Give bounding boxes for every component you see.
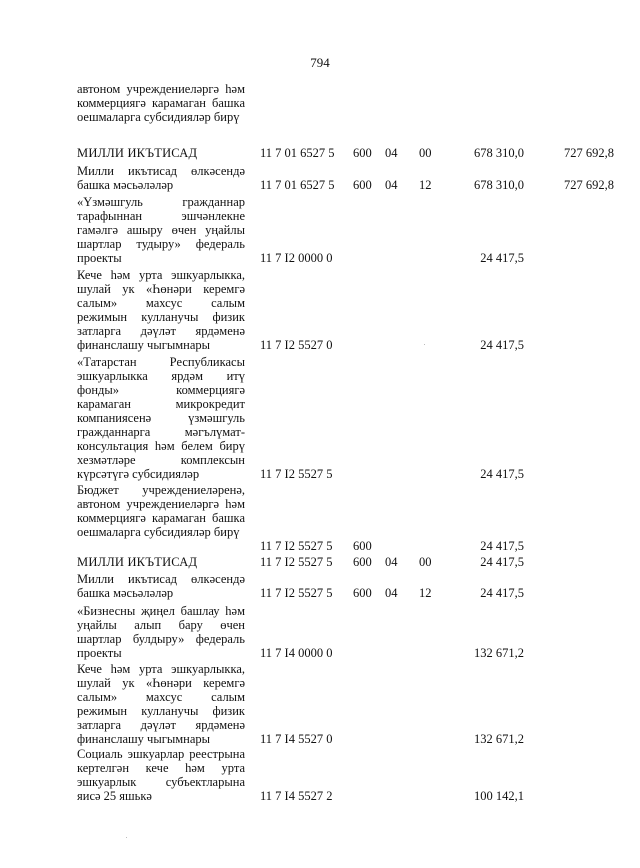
row-description: МИЛЛИ ИКЪТИСАД — [77, 146, 198, 160]
target-article-code: 11 7 I4 5527 2 — [260, 789, 333, 803]
row-description: автоном учреждениеләргә һәм коммерциягә карамаган башка оешмаларга субсидияләр бирү — [77, 82, 245, 124]
amount-year-2: 727 692,8 — [564, 178, 614, 192]
amount-year-1: 132 671,2 — [474, 732, 524, 746]
row-description: МИЛЛИ ИКЪТИСАД — [77, 555, 198, 569]
amount-year-1: 24 417,5 — [480, 555, 524, 569]
page-number: 794 — [310, 55, 330, 70]
row-description: «Үзмәшгуль гражданнар тарафыннан эшчәнлекне гамәлгә ашыру өчен уңайлы шартлар тудыру» федераль проекты — [77, 195, 245, 265]
row-description: Социаль эшкуарлар реестрына кертелгән кече һәм урта эшкуарлык субъектларына яисә 25 яшькә — [77, 747, 245, 803]
row-description: Милли икътисад өлкәсендә башка мәсьәләләр — [77, 164, 245, 192]
expense-type: 600 — [353, 146, 372, 160]
section-code: 04 — [385, 178, 398, 192]
expense-type: 600 — [353, 586, 372, 600]
target-article-code: 11 7 I2 5527 0 — [260, 338, 333, 352]
amount-year-1: 24 417,5 — [480, 251, 524, 265]
section-code: 04 — [385, 586, 398, 600]
target-article-code: 11 7 I2 5527 5 — [260, 586, 333, 600]
amount-year-1: 24 417,5 — [480, 338, 524, 352]
target-article-code: 11 7 I4 5527 0 — [260, 732, 333, 746]
scan-speck — [126, 837, 127, 838]
subsection-code: 00 — [419, 555, 432, 569]
subsection-code: 12 — [419, 178, 432, 192]
amount-year-1: 100 142,1 — [474, 789, 524, 803]
target-article-code: 11 7 I4 0000 0 — [260, 646, 333, 660]
row-description: Милли икътисад өлкәсендә башка мәсьәләләр — [77, 572, 245, 600]
amount-year-1: 678 310,0 — [474, 146, 524, 160]
row-description: «Татарстан Республикасы эшкуарлыкка ярдәм итү фонды» коммерциягә карамаган микрокредит компаниясенә үзмәшгуль гражданнарга мәгълүмат-консультация һәм белем бирү хезмәтләре комплексын күрсәтүгә субсидияләр — [77, 355, 245, 481]
row-description: Кече һәм урта эшкуарлыкка, шулай ук «Һөнәри керемгә салым» махсус салым режимын кулланучы физик затларга дәүләт ярдәменә финанслашу чыгымнары — [77, 268, 245, 352]
expense-type: 600 — [353, 539, 372, 553]
target-article-code: 11 7 01 6527 5 — [260, 178, 335, 192]
subsection-code: 00 — [419, 146, 432, 160]
amount-year-1: 678 310,0 — [474, 178, 524, 192]
target-article-code: 11 7 I2 5527 5 — [260, 467, 333, 481]
subsection-code: 12 — [419, 586, 432, 600]
target-article-code: 11 7 01 6527 5 — [260, 146, 335, 160]
row-description: Кече һәм урта эшкуарлыкка, шулай ук «Һөнәри керемгә салым» махсус салым режимын кулланучы физик затларга дәүләт ярдәменә финанслашу чыгымнары — [77, 662, 245, 746]
amount-year-1: 24 417,5 — [480, 539, 524, 553]
target-article-code: 11 7 I2 5527 5 — [260, 539, 333, 553]
amount-year-1: 24 417,5 — [480, 586, 524, 600]
section-code: 04 — [385, 146, 398, 160]
scan-speck — [424, 344, 425, 345]
row-description: «Бизнесны җиңел башлау һәм уңайлы алып бару өчен шартлар булдыру» федераль проекты — [77, 604, 245, 660]
amount-year-1: 132 671,2 — [474, 646, 524, 660]
section-code: 04 — [385, 555, 398, 569]
expense-type: 600 — [353, 555, 372, 569]
amount-year-2: 727 692,8 — [564, 146, 614, 160]
row-description: Бюджет учреждениеләренә, автоном учреждениеләргә һәм коммерциягә карамаган башка оешмаларга субсидияләр бирү — [77, 483, 245, 539]
target-article-code: 11 7 I2 5527 5 — [260, 555, 333, 569]
target-article-code: 11 7 I2 0000 0 — [260, 251, 333, 265]
amount-year-1: 24 417,5 — [480, 467, 524, 481]
expense-type: 600 — [353, 178, 372, 192]
